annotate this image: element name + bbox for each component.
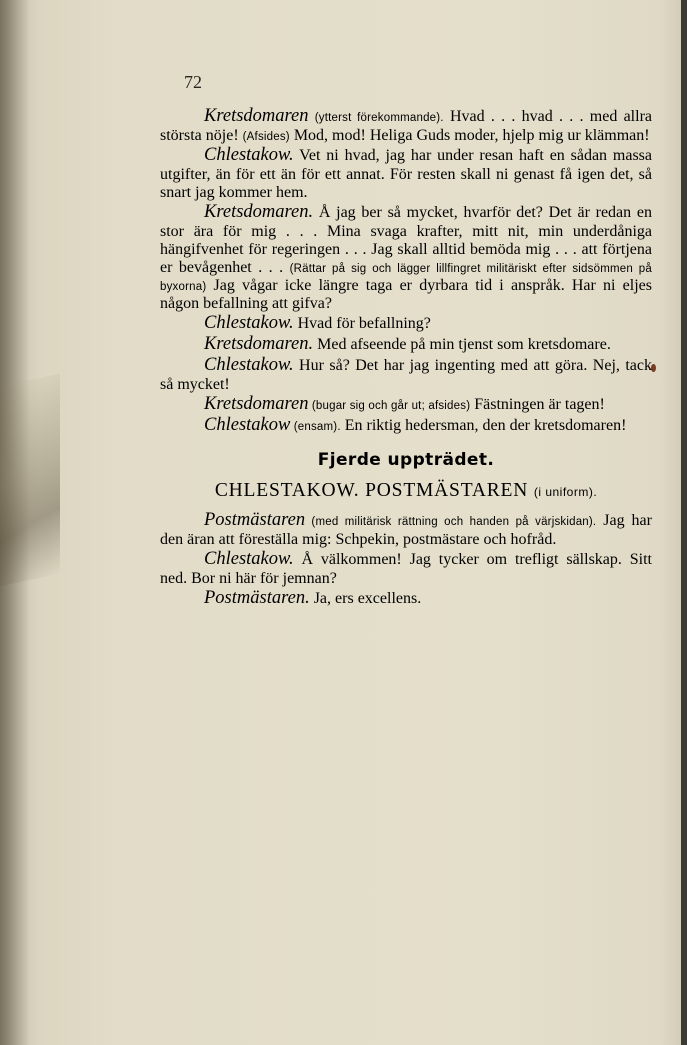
stage-direction: (med militärisk rättning och handen på värjskidan). <box>305 516 597 528</box>
speaker-name: Chlestakow. <box>204 145 294 165</box>
stage-direction: (ytterst förekommande). <box>314 112 444 124</box>
dialogue-paragraph <box>160 106 652 145</box>
page-text <box>160 106 652 609</box>
stage-direction: (bugar sig och går ut; afsides) <box>308 400 471 412</box>
page-number: 72 <box>184 72 202 92</box>
speaker-name: Chlestakow <box>204 415 291 435</box>
cast-names: CHLESTAKOW. POSTMÄSTAREN <box>214 480 529 501</box>
dialogue-paragraph <box>160 202 652 313</box>
speaker-name: Chlestakow. <box>204 549 294 569</box>
dialogue-paragraph <box>160 510 652 549</box>
dialogue-paragraph <box>160 549 652 588</box>
dialogue-text: Hvad . . . hvad . . . med allra största nöje! <box>160 108 652 144</box>
speaker-name: Postmästaren <box>204 510 306 530</box>
dialogue-paragraph <box>160 145 652 202</box>
dialogue-text: Mod, mod! Heliga Guds moder, hjelp mig ur klämman! <box>289 127 650 144</box>
dialogue-text: Vet ni hvad, jag har under resan haft en sådan massa utgifter, än för ett än för ett annat. För resten skall ni genast få igen det, så snart jag kommer hem. <box>160 147 652 201</box>
speaker-name: Kretsdomaren. <box>204 334 314 354</box>
speaker-name: Kretsdomaren. <box>204 202 314 222</box>
dialogue-paragraph <box>160 588 652 609</box>
dialogue-text: Ja, ers excellens. <box>309 590 422 607</box>
stage-direction: (Rättar på sig och lägger lillfingret militäriskt efter sidsömmen på byxorna) <box>160 263 652 293</box>
cast-line <box>160 480 652 502</box>
dialogue-paragraph <box>160 415 652 436</box>
dialogue-paragraph <box>160 394 652 415</box>
speaker-name: Chlestakow. <box>204 313 294 333</box>
dialogue-paragraph <box>160 334 652 355</box>
dialogue-text: Med afseende på min tjenst som kretsdomare. <box>313 336 611 353</box>
dialogue-text: Å jag ber så mycket, hvarför det? Det är redan en stor ära för mig . . . Mina svaga krafter, mitt nit, min underdåniga hängifvenhet för regeringen . . . Jag skall alltid bemöda mig . . . att förtjena er bevågenhet . . . <box>160 204 652 276</box>
speaker-name: Chlestakow. <box>204 355 294 375</box>
page-edge <box>681 0 687 1045</box>
stage-direction: (i uniform). <box>533 485 598 499</box>
dialogue-text: Å välkommen! Jag tycker om trefligt sällskap. Sitt ned. Bor ni här för jemnan? <box>160 551 652 587</box>
speaker-name: Kretsdomaren <box>204 394 309 414</box>
dialogue-text: Hur så? Det har jag ingenting med att göra. Nej, tack så mycket! <box>160 357 652 393</box>
dialogue-text: Hvad för befallning? <box>293 315 431 332</box>
dialogue-text: Jag vågar icke längre taga er dyrbara tid i anspråk. Har ni eljes någon befallning att gifva? <box>160 277 652 312</box>
dialogue-text: En riktig hedersman, den der kretsdomaren! <box>340 417 627 434</box>
stage-direction: (Afsides) <box>242 131 290 143</box>
scene-heading: Fjerde uppträdet. <box>317 450 495 470</box>
dialogue-paragraph <box>160 355 652 394</box>
speaker-name: Kretsdomaren <box>204 106 309 126</box>
stage-direction: (ensam). <box>290 421 341 433</box>
dialogue-paragraph <box>160 313 652 334</box>
speaker-name: Postmästaren. <box>204 588 310 608</box>
dialogue-text: Fästningen är tagen! <box>470 396 605 413</box>
page-fold-shadow <box>0 374 60 587</box>
dialogue-text: Jag har den äran att föreställa mig: Schpekin, postmästare och hofråd. <box>160 512 652 548</box>
